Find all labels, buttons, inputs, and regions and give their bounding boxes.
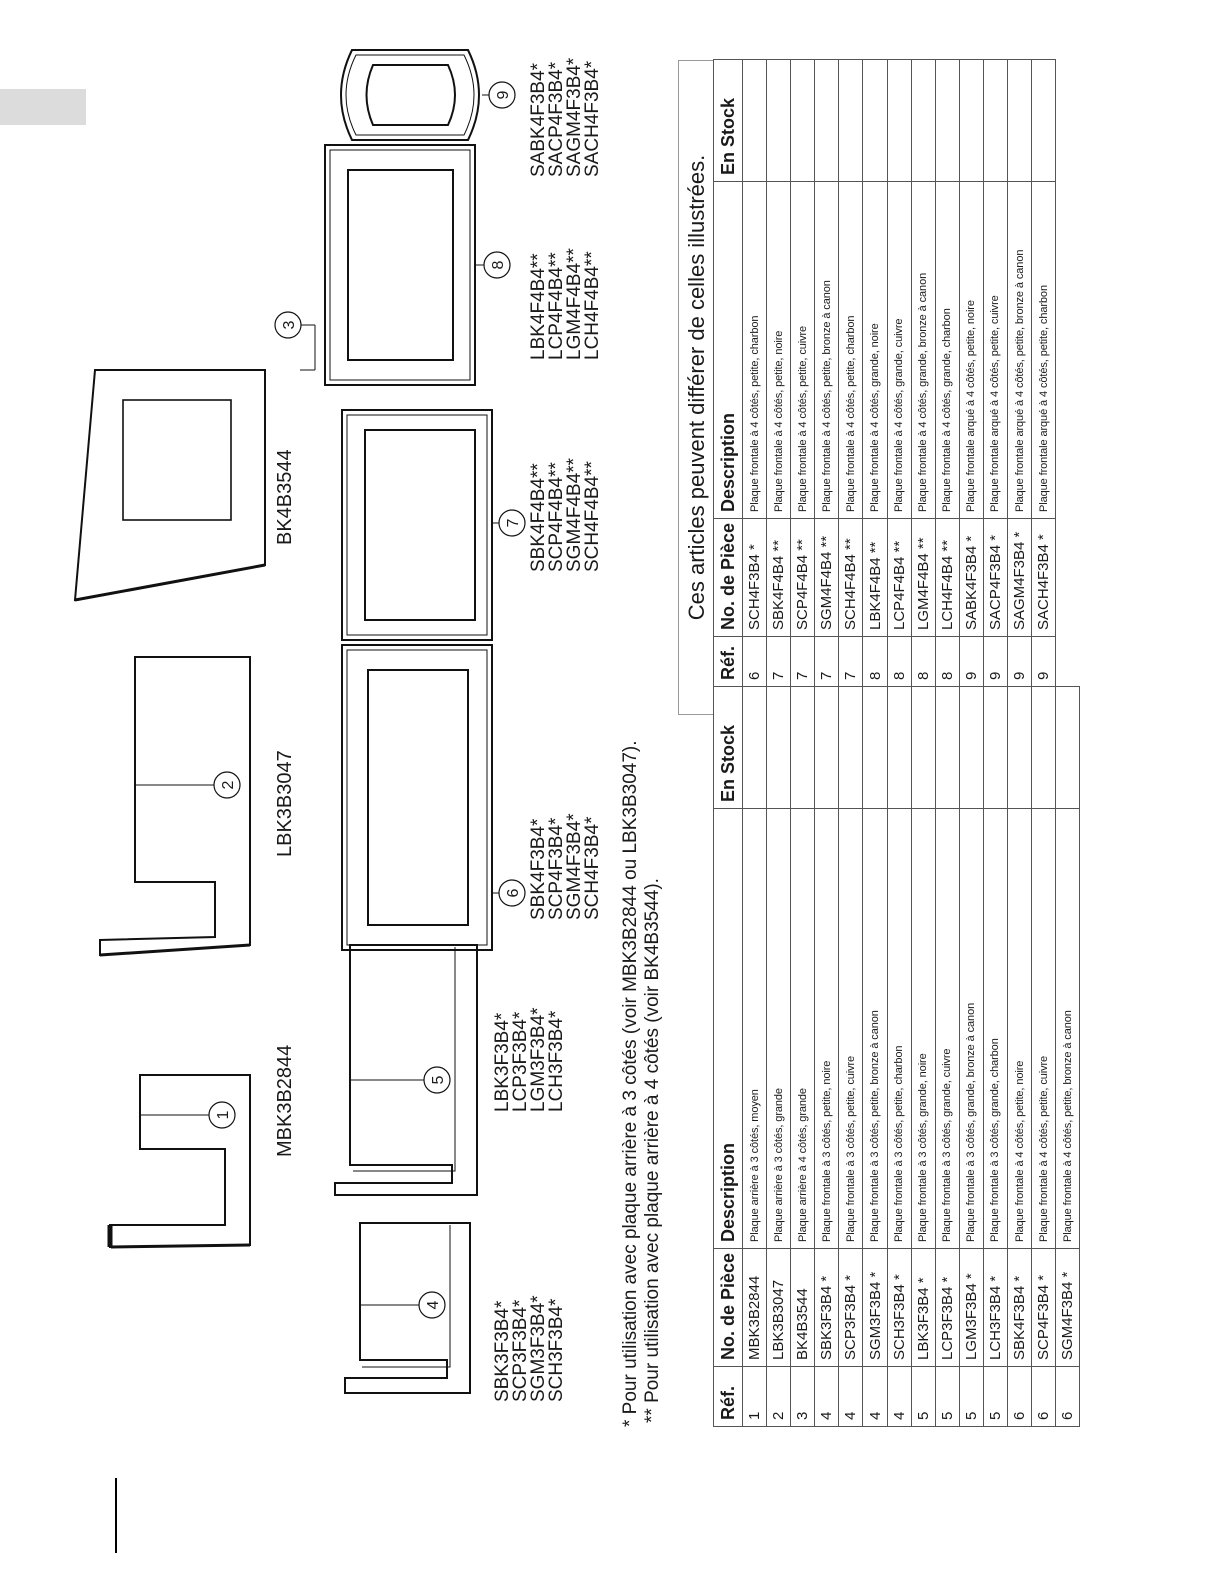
table-row xyxy=(983,60,1007,687)
cell-desc: Plaque frontale à 3 côtés, grande, bronze à canon xyxy=(959,809,983,1249)
group-5-code: LCP3F3B4* xyxy=(510,1011,531,1112)
cell-desc: Plaque frontale à 4 côtés, petite, cuivre xyxy=(791,182,815,519)
part-2-drawing xyxy=(100,657,250,955)
cell-part: LCH3F3B4 * xyxy=(983,1249,1007,1367)
cell-ref: 4 xyxy=(887,1367,911,1427)
model-label-2: LBK3B3047 xyxy=(274,750,296,857)
table-row xyxy=(743,687,767,1427)
cell-part: SGM4F4B4 ** xyxy=(815,519,839,637)
cell-part: LGM4F4B4 ** xyxy=(911,519,935,637)
table-row xyxy=(863,60,887,687)
cell-desc: Plaque frontale à 4 côtés, petite, bronze à canon xyxy=(815,182,839,519)
parts-table-right xyxy=(713,59,1056,687)
header-desc: Description xyxy=(714,182,743,519)
cell-stock xyxy=(911,60,935,182)
table-body-right xyxy=(743,60,1056,687)
cell-desc: Plaque frontale à 3 côtés, petite, charbon xyxy=(887,809,911,1249)
group-6-code: SCP4F3B4* xyxy=(546,817,567,920)
cell-stock xyxy=(983,60,1007,182)
cell-ref: 8 xyxy=(935,637,959,687)
table-header-row xyxy=(714,60,743,687)
table-row xyxy=(959,60,983,687)
table-row xyxy=(887,60,911,687)
cell-ref: 1 xyxy=(743,1367,767,1427)
cell-ref: 5 xyxy=(935,1367,959,1427)
cell-desc: Plaque frontale à 4 côtés, petite, charbon xyxy=(743,182,767,519)
cell-part: SBK3F3B4 * xyxy=(815,1249,839,1367)
cell-ref: 6 xyxy=(1008,1367,1032,1427)
cell-desc: Plaque frontale à 4 côtés, grande, bronze à canon xyxy=(911,182,935,519)
cell-stock xyxy=(1032,687,1056,809)
table-row xyxy=(815,687,839,1427)
cell-ref: 9 xyxy=(1008,637,1032,687)
cell-part: LBK3B3047 xyxy=(767,1249,791,1367)
table-row xyxy=(839,60,863,687)
group-5-code: LBK3F3B4* xyxy=(492,1012,513,1112)
cell-part: BK4B3544 xyxy=(791,1249,815,1367)
table-row xyxy=(911,60,935,687)
cell-desc: Plaque frontale à 4 côtés, grande, charbon xyxy=(935,182,959,519)
table-row xyxy=(743,60,767,687)
cell-part: SAGM4F3B4 * xyxy=(1008,519,1032,637)
cell-stock xyxy=(863,60,887,182)
cell-ref: 6 xyxy=(1032,1367,1056,1427)
callout-6: 6 xyxy=(505,888,522,898)
table-row xyxy=(983,687,1007,1427)
parts-table-left xyxy=(713,686,1080,1427)
header-stock: En Stock xyxy=(714,687,743,809)
group-4-code: SBK3F3B4* xyxy=(492,1300,513,1402)
cell-part: SCP4F3B4 * xyxy=(1032,1249,1056,1367)
header-ref: Réf. xyxy=(714,637,743,687)
group-4-code: SGM3F3B4* xyxy=(528,1295,549,1402)
cell-ref: 7 xyxy=(791,637,815,687)
callout-5: 5 xyxy=(430,1075,447,1085)
cell-ref: 4 xyxy=(863,1367,887,1427)
table-row xyxy=(767,687,791,1427)
footnote-double-star: ** Pour utilisation avec plaque arrière à 4 côtés (voir BK4B3544). xyxy=(642,878,663,1423)
cell-ref: 5 xyxy=(959,1367,983,1427)
cell-ref: 4 xyxy=(839,1367,863,1427)
cell-desc: Plaque arrière à 4 côtés, grande xyxy=(791,809,815,1249)
cell-stock xyxy=(815,60,839,182)
cell-stock xyxy=(815,687,839,809)
cell-part: LCH4F4B4 ** xyxy=(935,519,959,637)
cell-stock xyxy=(791,60,815,182)
cell-desc: Plaque frontale arqué à 4 côtés, petite, bronze à canon xyxy=(1008,182,1032,519)
cell-desc: Plaque frontale à 3 côtés, petite, cuivre xyxy=(839,809,863,1249)
cell-stock xyxy=(863,687,887,809)
cell-ref: 6 xyxy=(1056,1367,1080,1427)
cell-ref: 9 xyxy=(959,637,983,687)
cell-part: SCH3F3B4 * xyxy=(887,1249,911,1367)
cell-desc: Plaque frontale à 3 côtés, petite, bronze à canon xyxy=(863,809,887,1249)
cell-part: LCP3F3B4 * xyxy=(935,1249,959,1367)
part-8-drawing xyxy=(325,145,475,385)
table-row xyxy=(1008,60,1032,687)
group-8-code: LCP4F4B4** xyxy=(546,252,567,360)
model-label-1: MBK3B2844 xyxy=(274,1044,296,1157)
cell-stock xyxy=(959,60,983,182)
cell-stock xyxy=(743,60,767,182)
cell-stock xyxy=(743,687,767,809)
group-4-code: SCP3F3B4* xyxy=(510,1299,531,1402)
cell-ref: 8 xyxy=(887,637,911,687)
cell-ref: 5 xyxy=(983,1367,1007,1427)
cell-part: SABK4F3B4 * xyxy=(959,519,983,637)
cell-stock xyxy=(1056,687,1080,809)
cell-part: LGM3F3B4 * xyxy=(959,1249,983,1367)
group-6-code: SGM4F3B4* xyxy=(564,813,585,920)
cell-part: SCP4F4B4 ** xyxy=(791,519,815,637)
callout-1: 1 xyxy=(215,1110,232,1120)
cell-part: SGM4F3B4 * xyxy=(1056,1249,1080,1367)
cell-stock xyxy=(839,687,863,809)
cell-part: SBK4F3B4 * xyxy=(1008,1249,1032,1367)
group-7-code: SGM4F4B4** xyxy=(564,457,585,572)
cell-part: SCH4F4B4 ** xyxy=(839,519,863,637)
group-7-code: SCH4F4B4** xyxy=(582,461,603,572)
group-9-code: SACH4F3B4* xyxy=(582,60,603,177)
table-row xyxy=(863,687,887,1427)
cell-desc: Plaque frontale à 3 côtés, grande, noire xyxy=(911,809,935,1249)
table-body-left xyxy=(743,687,1080,1427)
table-row xyxy=(911,687,935,1427)
group-5-code: LGM3F3B4* xyxy=(528,1007,549,1112)
cell-ref: 2 xyxy=(767,1367,791,1427)
cell-part: MBK3B2844 xyxy=(743,1249,767,1367)
table-row xyxy=(1056,687,1080,1427)
table-row xyxy=(887,687,911,1427)
header-ref: Réf. xyxy=(714,1367,743,1427)
cell-desc: Plaque frontale à 4 côtés, grande, cuivre xyxy=(887,182,911,519)
parts-diagram xyxy=(0,0,603,1585)
cell-stock xyxy=(767,60,791,182)
cell-ref: 4 xyxy=(815,1367,839,1427)
header-part: No. de Pièce xyxy=(714,1249,743,1367)
table-row xyxy=(839,687,863,1427)
group-8-code: LCH4F4B4** xyxy=(582,251,603,360)
cell-stock xyxy=(1008,687,1032,809)
cell-ref: 7 xyxy=(815,637,839,687)
group-9-code: SAGM4F3B4* xyxy=(564,57,585,177)
cell-stock xyxy=(1032,60,1056,182)
cell-ref: 8 xyxy=(863,637,887,687)
group-9-code: SACP4F3B4* xyxy=(546,61,567,177)
cell-desc: Plaque frontale à 4 côtés, grande, noire xyxy=(863,182,887,519)
cell-desc: Plaque frontale à 3 côtés, grande, charbon xyxy=(983,809,1007,1249)
table-row xyxy=(815,60,839,687)
table-row xyxy=(959,687,983,1427)
group-4-code: SCH3F3B4* xyxy=(546,1298,567,1402)
part-4-drawing xyxy=(345,1223,470,1393)
group-9-code: SABK4F3B4* xyxy=(528,62,549,177)
header-stock: En Stock xyxy=(714,60,743,182)
footnotes xyxy=(620,667,664,1427)
callout-2: 2 xyxy=(220,780,237,790)
cell-desc: Plaque arrière à 3 côtés, grande xyxy=(767,809,791,1249)
group-8-code: LGM4F4B4** xyxy=(564,248,585,360)
callout-9: 9 xyxy=(495,90,512,100)
group-6-code: SCH4F3B4* xyxy=(582,816,603,920)
cell-desc: Plaque frontale à 4 côtés, petite, noire xyxy=(1008,809,1032,1249)
cell-stock xyxy=(887,60,911,182)
cell-part: SACH4F3B4 * xyxy=(1032,519,1056,637)
footnote-single-star: * Pour utilisation avec plaque arrière à 3 côtés (voir MBK3B2844 ou LBK3B3047). xyxy=(620,740,641,1427)
table-row xyxy=(1032,687,1056,1427)
part-5-drawing xyxy=(335,945,477,1195)
callout-7: 7 xyxy=(505,518,522,528)
cell-desc: Plaque frontale à 4 côtés, petite, noire xyxy=(767,182,791,519)
group-8-code: LBK4F4B4** xyxy=(528,253,549,360)
cell-ref: 5 xyxy=(911,1367,935,1427)
cell-ref: 6 xyxy=(743,637,767,687)
table-row xyxy=(1008,687,1032,1427)
cell-ref: 7 xyxy=(767,637,791,687)
model-label-3: BK4B3544 xyxy=(274,449,296,545)
cell-ref: 7 xyxy=(839,637,863,687)
cell-stock xyxy=(839,60,863,182)
header-desc: Description xyxy=(714,809,743,1249)
cell-stock xyxy=(767,687,791,809)
cell-desc: Plaque frontale arqué à 4 côtés, petite, noire xyxy=(959,182,983,519)
cell-stock xyxy=(983,687,1007,809)
table-row xyxy=(791,60,815,687)
cell-stock xyxy=(959,687,983,809)
cell-part: SBK4F4B4 ** xyxy=(767,519,791,637)
table-row xyxy=(1032,60,1056,687)
callout-3: 3 xyxy=(281,320,298,330)
header-part: No. de Pièce xyxy=(714,519,743,637)
part-3-drawing xyxy=(75,370,265,600)
cell-part: LCP4F4B4 ** xyxy=(887,519,911,637)
callout-8: 8 xyxy=(490,260,507,270)
cell-part: SCH4F3B4 * xyxy=(743,519,767,637)
group-5-code: LCH3F3B4* xyxy=(546,1010,567,1112)
cell-desc: Plaque arrière à 3 côtés, moyen xyxy=(743,809,767,1249)
table-row xyxy=(935,60,959,687)
cell-desc: Plaque frontale à 4 côtés, petite, charbon xyxy=(839,182,863,519)
part-9-drawing xyxy=(341,50,479,140)
cell-stock xyxy=(887,687,911,809)
part-7-drawing xyxy=(342,410,492,640)
cell-desc: Plaque frontale à 3 côtés, petite, noire xyxy=(815,809,839,1249)
cell-ref: 9 xyxy=(983,637,1007,687)
table-row xyxy=(791,687,815,1427)
disclaimer-note: Ces articles peuvent différer de celles illustrées. xyxy=(678,60,713,715)
group-7-code: SCP4F4B4** xyxy=(546,462,567,572)
table-header-row xyxy=(714,687,743,1427)
cell-desc: Plaque frontale à 3 côtés, grande, cuivre xyxy=(935,809,959,1249)
group-7-code: SBK4F4B4** xyxy=(528,463,549,572)
cell-part: SGM3F3B4 * xyxy=(863,1249,887,1367)
cell-stock xyxy=(935,60,959,182)
cell-desc: Plaque frontale arqué à 4 côtés, petite, charbon xyxy=(1032,182,1056,519)
cell-desc: Plaque frontale à 4 côtés, petite, bronze à canon xyxy=(1056,809,1080,1249)
table-row xyxy=(767,60,791,687)
cell-part: LBK3F3B4 * xyxy=(911,1249,935,1367)
cell-stock xyxy=(791,687,815,809)
cell-ref: 9 xyxy=(1032,637,1056,687)
cell-desc: Plaque frontale arqué à 4 côtés, petite, cuivre xyxy=(983,182,1007,519)
cell-ref: 8 xyxy=(911,637,935,687)
cell-ref: 3 xyxy=(791,1367,815,1427)
cell-part: SCP3F3B4 * xyxy=(839,1249,863,1367)
cell-desc: Plaque frontale à 4 côtés, petite, cuivre xyxy=(1032,809,1056,1249)
table-row xyxy=(935,687,959,1427)
cell-stock xyxy=(911,687,935,809)
group-6-code: SBK4F3B4* xyxy=(528,818,549,920)
cell-part: SACP4F3B4 * xyxy=(983,519,1007,637)
part-6-drawing xyxy=(342,645,492,950)
cell-stock xyxy=(1008,60,1032,182)
callout-4: 4 xyxy=(425,1300,442,1310)
cell-stock xyxy=(935,687,959,809)
part-1-drawing xyxy=(110,1075,250,1247)
cell-part: LBK4F4B4 ** xyxy=(863,519,887,637)
